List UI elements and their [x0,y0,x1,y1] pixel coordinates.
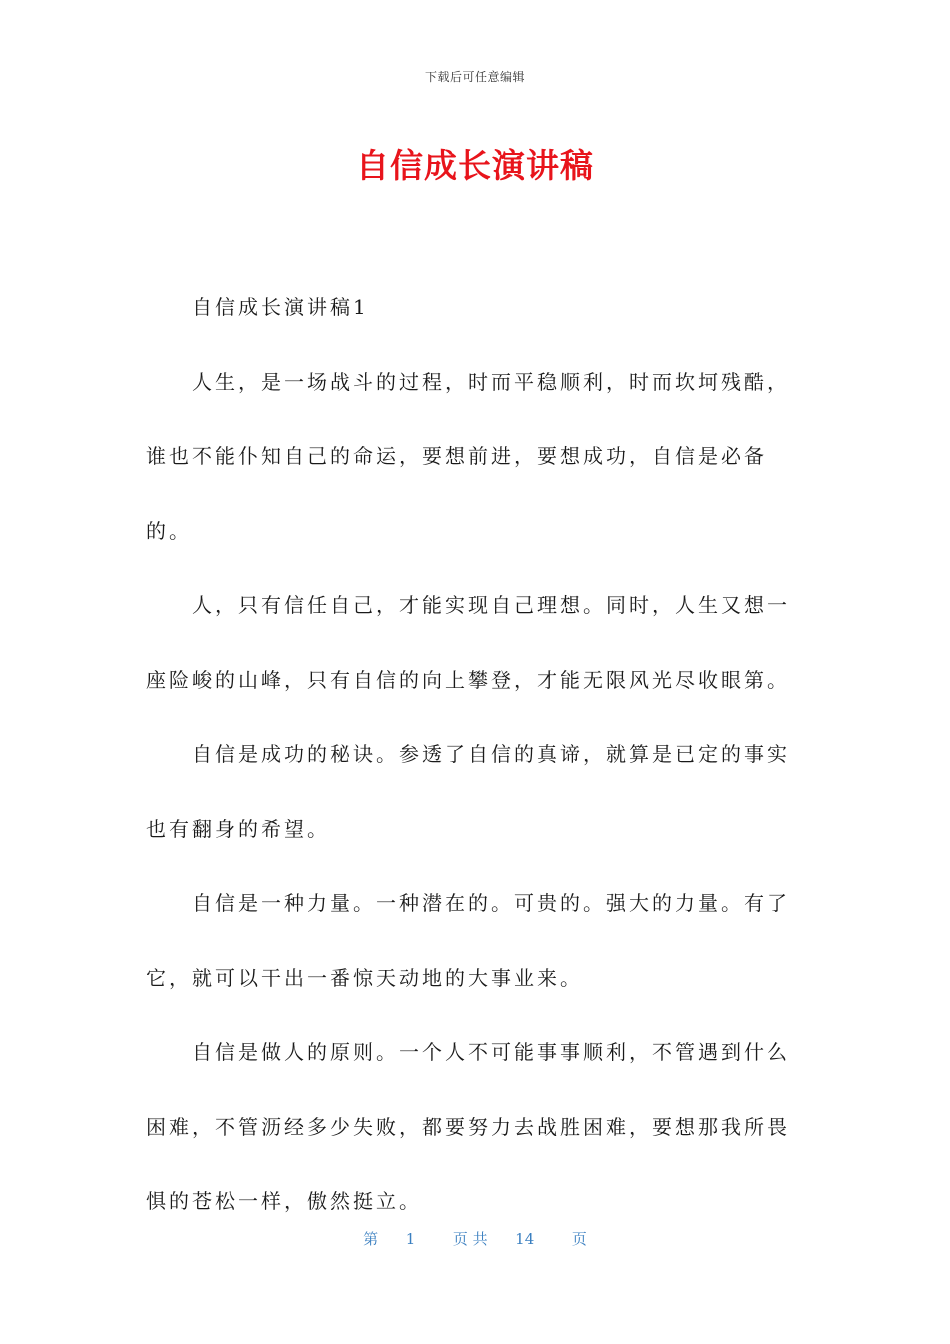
document-title: 自信成长演讲稿 [356,146,594,185]
page-total: 14 [515,1230,535,1248]
paragraph: 自信是一种力量。一种潜在的。可贵的。强大的力量。有了它，就可以干出一番惊天动地的大事业来。 [146,891,790,990]
paragraph: 自信是成功的秘诀。参透了自信的真谛，就算是已定的事实也有翻身的希望。 [146,742,790,841]
page-mid: 页 共 [452,1230,488,1248]
header-note: 下载后可任意编辑 [424,70,525,84]
page-prefix: 第 [363,1230,379,1248]
page-footer [0,1228,950,1249]
paragraph: 自信是做人的原则。一个人不可能事事顺利，不管遇到什么困难，不管沥经多少失败，都要努力去战胜困难，要想那我所畏惧的苍松一样，傲然挺立。 [146,1040,790,1213]
page-suffix: 页 [571,1230,587,1248]
paragraph-heading: 自信成长演讲稿1 [192,295,369,319]
page-current: 1 [405,1230,416,1248]
document-body [146,270,806,1239]
paragraph: 人生，是一场战斗的过程，时而平稳顺利，时而坎坷残酷，谁也不能仆知自己的命运，要想前进，要想成功，自信是必备的。 [146,369,790,543]
paragraph: 人，只有信任自己，才能实现自己理想。同时，人生又想一座险峻的山峰，只有自信的向上攀登，才能无限风光尽收眼第。 [146,593,790,692]
